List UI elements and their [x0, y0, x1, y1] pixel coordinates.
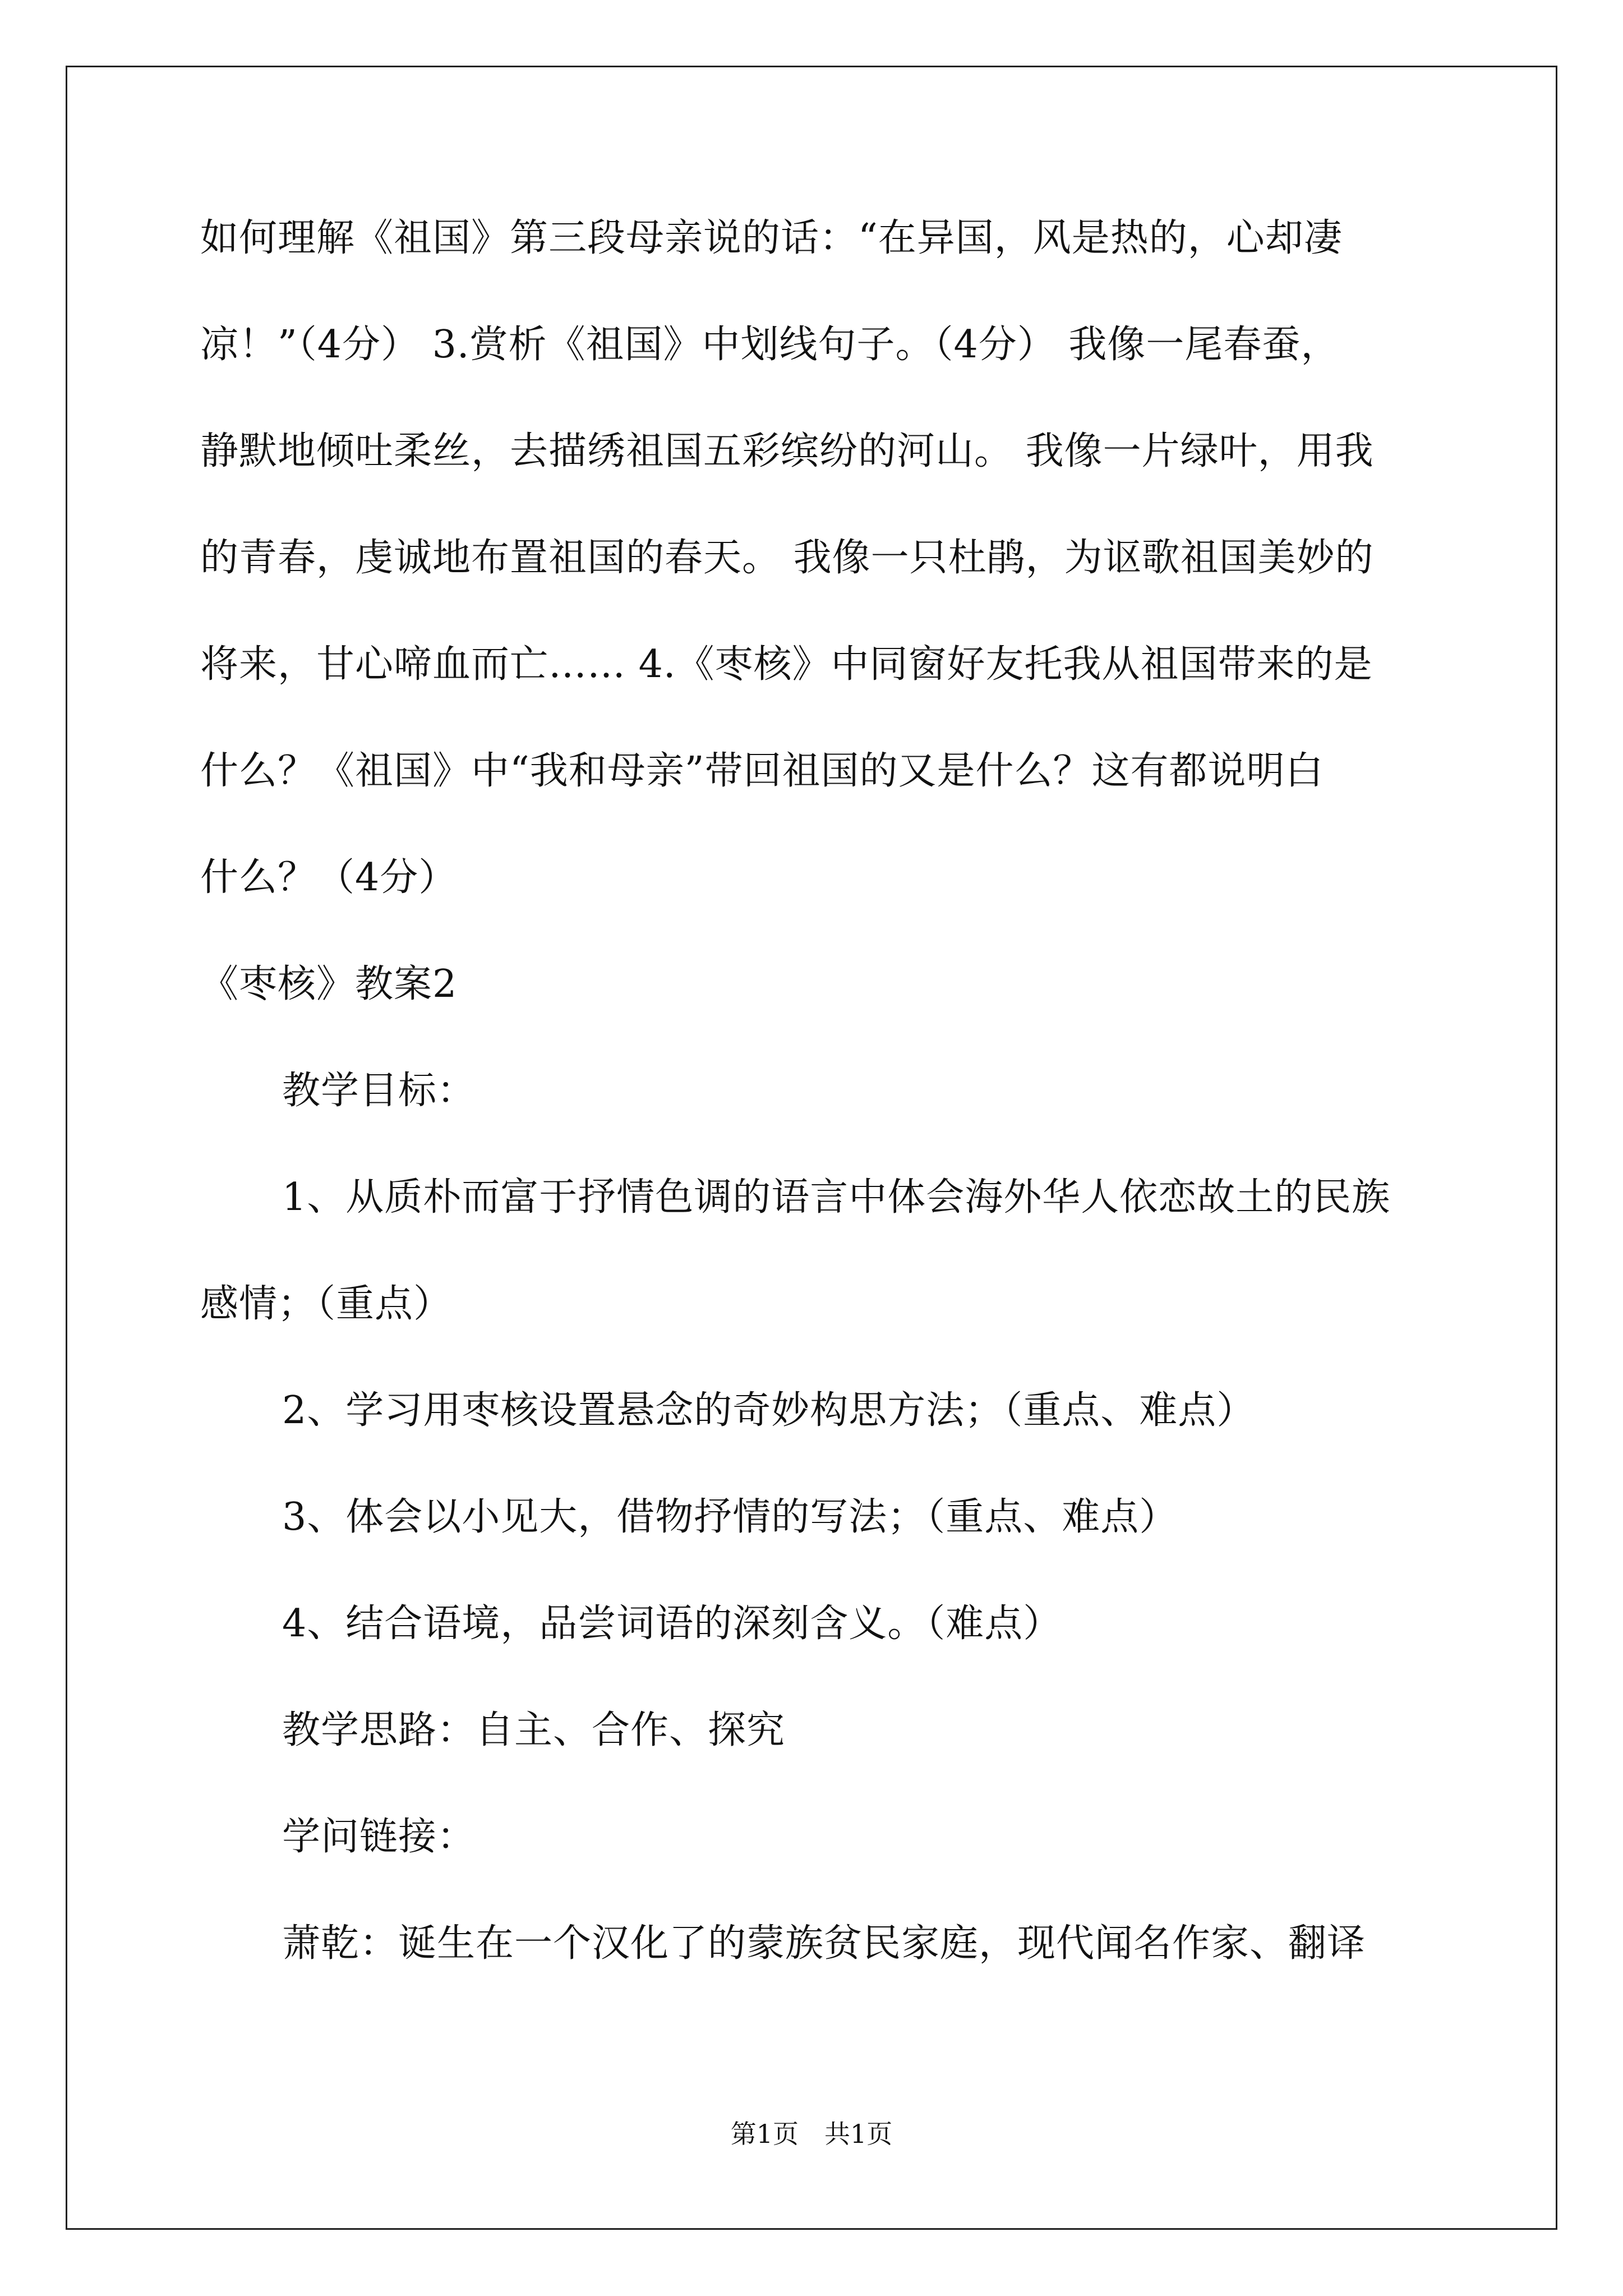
- goal-item-continuation: 感情；（重点）: [200, 1282, 453, 1326]
- paragraph-line: 的青春，虔诚地布置祖国的春天。 我像一只杜鹃，为讴歌祖国美妙的: [200, 536, 1374, 580]
- page-footer: 第1页 共1页: [730, 2119, 893, 2149]
- paragraph-line: 静默地倾吐柔丝，去描绣祖国五彩缤纷的河山。 我像一片绿叶，用我: [200, 429, 1374, 473]
- paragraph-line: 什么？（4分）: [200, 855, 458, 900]
- paragraph-line: 将来，甘心啼血而亡…… 4.《枣核》中同窗好友托我从祖国带来的是: [200, 642, 1373, 687]
- links-heading: 学问链接：: [282, 1815, 476, 1859]
- paragraph-line: 什么？《祖国》中“我和母亲”带回祖国的又是什么？这有都说明白: [200, 749, 1324, 793]
- goal-item: 1、从质朴而富于抒情色调的语言中体会海外华人依恋故土的民族: [282, 1175, 1391, 1220]
- approach-line: 教学思路：自主、合作、探究: [282, 1708, 786, 1752]
- paragraph-line: 凉！”（4分） 3.赏析《祖国》中划线句子。（4分） 我像一尾春蚕，: [200, 323, 1340, 367]
- goal-item: 2、学习用枣核设置悬念的奇妙构思方法；（重点、难点）: [282, 1388, 1256, 1433]
- author-line: 萧乾：诞生在一个汉化了的蒙族贫民家庭，现代闻名作家、翻译: [282, 1921, 1366, 1966]
- goal-item: 3、体会以小见大，借物抒情的写法；（重点、难点）: [282, 1495, 1178, 1539]
- goals-heading: 教学目标：: [282, 1069, 476, 1113]
- paragraph-line: 如何理解《祖国》第三段母亲说的话：“在异国，风是热的，心却凄: [200, 216, 1343, 260]
- page-border: [66, 66, 1557, 2230]
- section-title: 《枣核》教案2: [200, 962, 458, 1006]
- goal-item: 4、结合语境，品尝词语的深刻含义。（难点）: [282, 1602, 1062, 1646]
